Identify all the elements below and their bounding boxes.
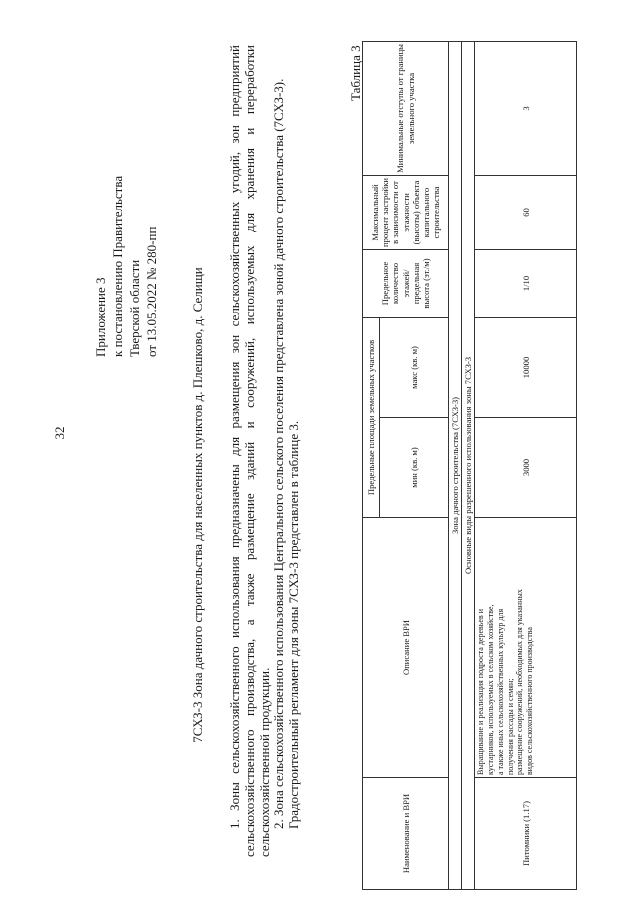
cell-setbacks: 3 xyxy=(475,41,577,175)
appendix-line: Тверской области xyxy=(127,259,142,357)
header-setbacks: Минимальные отступы от границы земельного участка xyxy=(363,41,449,175)
header-coverage: Максимальный процент застройки в зависимости от этажности (высоты) объекта капитального строительства xyxy=(363,175,449,249)
appendix-line: от 13.05.2022 № 280-пп xyxy=(144,226,159,357)
table-row xyxy=(475,41,577,889)
cell-name: Питомники (1.17) xyxy=(475,778,577,890)
section-row xyxy=(462,41,475,889)
description-line: а также иных сельскохозяйственных культур для xyxy=(495,608,505,775)
table-title: Таблица 3 xyxy=(348,45,363,101)
appendix-line: к постановлению Правительства xyxy=(110,175,125,357)
section-heading: 7СХЗ-3 Зона дачного строительства для населенных пунктов д. Плешково, д. Селищи xyxy=(190,267,205,743)
page-number: 32 xyxy=(52,426,67,440)
appendix-line: Приложение 3 xyxy=(93,277,108,357)
description-line: кустарников, используемых в сельском хозяйстве, xyxy=(486,604,496,775)
cell-area-max: 10000 xyxy=(475,317,577,417)
header-floors: Предельное количество этажей/ предельная высота (эт./м) xyxy=(363,249,449,317)
regulation-table xyxy=(362,41,577,890)
header-area-min: мин (кв. м) xyxy=(380,418,449,518)
description-line: размещение сооружений, необходимых для указанных xyxy=(515,589,525,775)
table-header-row xyxy=(363,41,380,889)
paragraph: 1. Зоны сельскохозяйственного использования предназначены для размещения зон сельскохозяйственных угодий, зон предприятий сельскохозяйственного производства, а также размещение зданий и сооружений, используемых для хранения и переработки сельскохозяйственной продукции. xyxy=(227,45,272,857)
cell-area-min: 3000 xyxy=(475,418,577,518)
body-text xyxy=(228,45,302,857)
header-description: Описание ВРИ xyxy=(363,518,449,778)
header-area-group: Предельные площади земельных участков xyxy=(363,317,380,517)
header-area-max: макс (кв. м) xyxy=(380,317,449,417)
description-line: Выращивание и реализация подроста деревьев и xyxy=(476,608,486,775)
paragraph: 2. Зона сельскохозяйственного использования Центрального сельского поселения представлена зоной дачного строительства (7СХЗ-3). xyxy=(271,78,287,829)
description-line: получения рассады и семян; xyxy=(505,678,515,775)
cell-coverage: 60 xyxy=(475,175,577,249)
cell-description xyxy=(475,518,577,778)
zone-row xyxy=(449,41,462,889)
description-line: видов сельскохозяйственного производства xyxy=(525,627,535,775)
section-title: Основные виды разрешенного использования зоны 7СХЗ-3 xyxy=(462,41,475,889)
paragraph: Градостроительный регламент для зоны 7СХЗ-3 представлен в таблице 3. xyxy=(286,420,302,829)
header-name: Наименование и ВРИ xyxy=(363,778,449,890)
cell-floors: 1/10 xyxy=(475,249,577,317)
appendix-block xyxy=(92,176,160,357)
zone-title: Зона дачного строительства (7СХЗ-3) xyxy=(449,41,462,889)
